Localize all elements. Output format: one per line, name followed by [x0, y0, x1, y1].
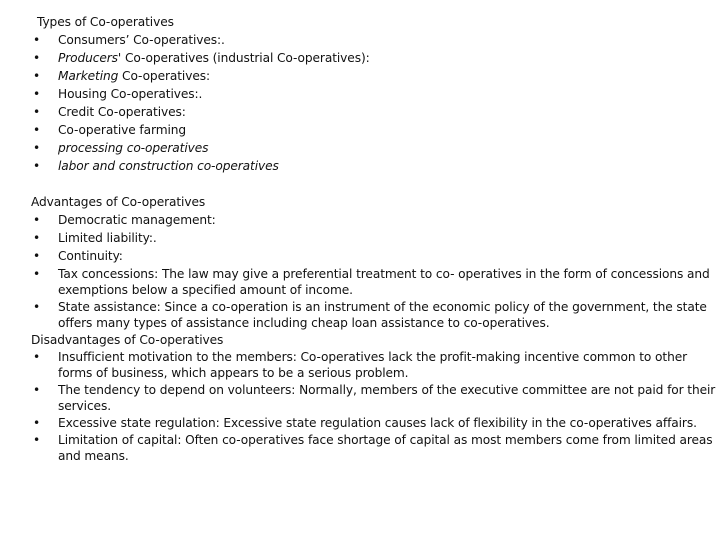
- types-item: • Credit Co-operatives:: [33, 105, 186, 119]
- types-item: • Co-operative farming: [33, 123, 187, 137]
- disadvantage-item: • Limitation of capital: Often co-operatives face shortage of capital as most members come from limited areas and means.: [33, 433, 713, 463]
- bullet-icon: •: [33, 231, 41, 245]
- bullet-icon: •: [33, 300, 41, 314]
- bullet-icon: •: [33, 141, 41, 155]
- bullet-icon: •: [33, 105, 41, 119]
- types-heading: Types of Co-operatives: [37, 15, 174, 29]
- disadvantage-item: • The tendency to depend on volunteers: Normally, members of the executive committee are not paid for their services.: [33, 383, 716, 413]
- bullet-icon: •: [33, 69, 41, 83]
- advantage-item: • Limited liability:.: [33, 231, 157, 245]
- bullet-icon: •: [33, 267, 41, 281]
- disadvantage-item: • Insufficient motivation to the members: Co-operatives lack the profit-making incentive common to other forms of business, which appears to be a serious problem.: [33, 350, 687, 380]
- advantages-list-short: [0, 211, 216, 265]
- advantage-item: • State assistance: Since a co-operation is an instrument of the economic policy of the government, the state offers many types of assistance including cheap loan assistance to co-operatives.: [33, 300, 707, 330]
- advantage-item: • Democratic management:: [33, 213, 216, 227]
- bullet-icon: •: [33, 33, 41, 47]
- bullet-icon: •: [33, 249, 41, 263]
- bullet-icon: •: [33, 350, 41, 364]
- types-item: • Producers' Co-operatives (industrial Co-operatives):: [33, 51, 370, 65]
- types-item: • labor and construction co-operatives: [33, 159, 279, 173]
- advantage-item: • Tax concessions: The law may give a preferential treatment to co- operatives in the form of concessions and exemptions below a specified amount of income.: [33, 267, 710, 297]
- disadvantages-heading: Disadvantages of Co-operatives: [31, 333, 224, 347]
- bullet-icon: •: [33, 416, 41, 430]
- bullet-icon: •: [33, 159, 41, 173]
- advantages-heading: Advantages of Co-operatives: [31, 195, 206, 209]
- disadvantage-item: • Excessive state regulation: Excessive state regulation causes lack of flexibility in the co-operatives affairs.: [33, 416, 697, 430]
- advantages-list-long: [0, 266, 718, 331]
- disadvantages-list: [0, 349, 718, 464]
- bullet-icon: •: [33, 123, 41, 137]
- types-item: • processing co-operatives: [33, 141, 209, 155]
- bullet-icon: •: [33, 51, 41, 65]
- bullet-icon: •: [33, 213, 41, 227]
- advantage-item: • Continuity:: [33, 249, 123, 263]
- types-item: • Marketing Co-operatives:: [33, 69, 210, 83]
- bullet-icon: •: [33, 383, 41, 397]
- types-item: • Housing Co-operatives:.: [33, 87, 203, 101]
- bullet-icon: •: [33, 87, 41, 101]
- types-item: • Consumers’ Co-operatives:.: [33, 33, 225, 47]
- bullet-icon: •: [33, 433, 41, 447]
- types-list: [0, 31, 370, 175]
